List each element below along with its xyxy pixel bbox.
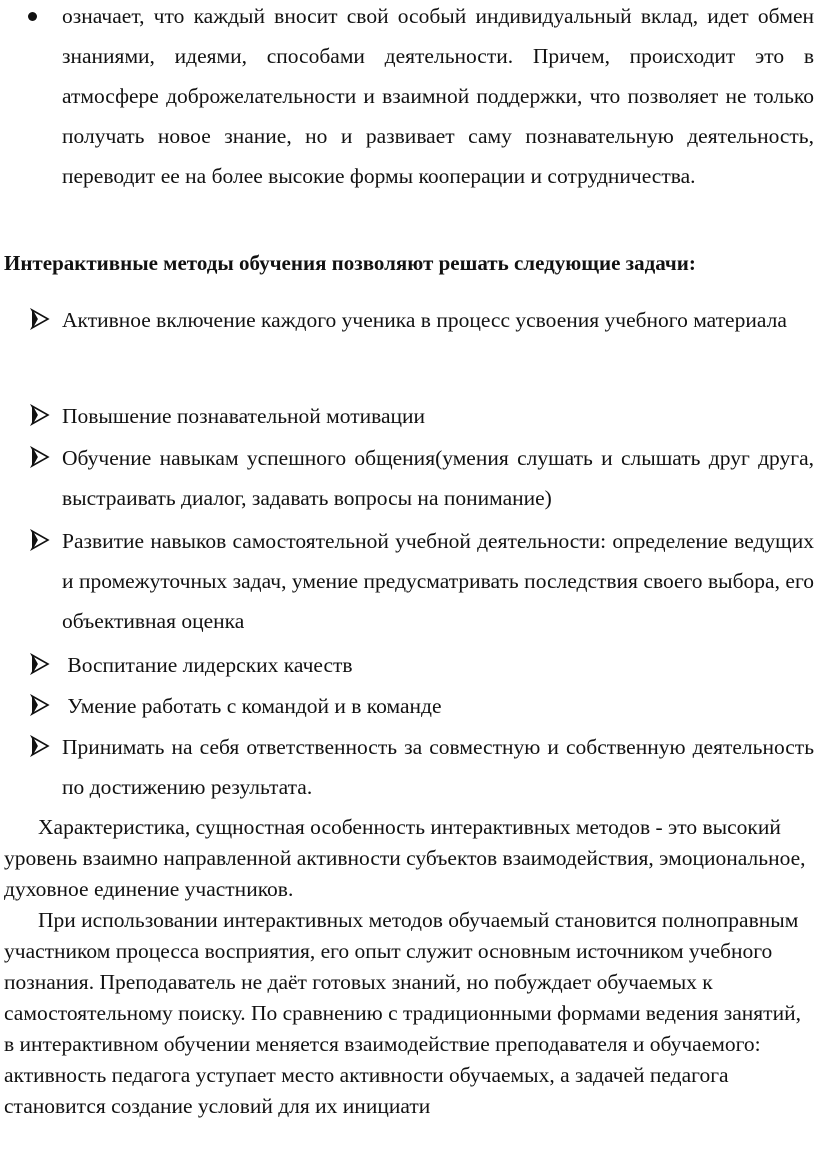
arrow-bullet-icon (30, 694, 50, 716)
body-paragraph (4, 905, 814, 1122)
section-heading: Интерактивные методы обучения позволяют решать следующие задачи: (4, 251, 696, 275)
bullet-paragraph: означает, что каждый вносит свой особый индивидуальный вклад, идет обмен знаниями, идеями, способами деятельности. Причем, происходит это в атмосфере доброжелательности и взаимной поддержки, что позволяет не только получать новое знание, но и развивает саму познавательную деятельность, переводит ее на более высокие формы кооперации и сотрудничества. (62, 4, 814, 188)
arrow-bullet-icon (30, 404, 50, 426)
arrow-bullet-icon (30, 308, 50, 330)
task-text: Активное включение каждого ученика в процесс усвоения учебного материала (62, 308, 787, 332)
paragraph-text: При использовании интерактивных методов обучаемый становится полноправным участником процесса восприятия, его опыт служит основным источником учебного познания. Преподаватель не даёт готовых знаний, но побуждает обучаемых к самостоятельному поиску. По сравнению с традиционными формами ведения занятий, в интерактивном обучении меняется взаимодействие преподавателя и обучаемого: активность педагога уступает место активности обучаемых, а задачей педагога становится создание условий для их инициати (4, 908, 801, 1118)
bullet-dot-icon (28, 12, 37, 21)
paragraph-text: Характеристика, сущностная особенность интерактивных методов - это высокий уровень взаимно направленной активности субъектов взаимодействия, эмоциональное, духовное единение участников. (4, 815, 806, 901)
task-text: Обучение навыкам успешного общения(умения слушать и слышать друг друга, выстраивать диалог, задавать вопросы на понимание) (62, 446, 814, 510)
arrow-bullet-icon (30, 529, 50, 551)
arrow-bullet-icon (30, 446, 50, 468)
task-text: Умение работать с командой и в команде (62, 694, 442, 718)
task-text: Принимать на себя ответственность за совместную и собственную деятельность по достижению результата. (62, 735, 814, 799)
arrow-bullet-icon (30, 653, 50, 675)
task-text: Повышение познавательной мотивации (62, 404, 426, 428)
arrow-bullet-icon (30, 735, 50, 757)
task-text: Развитие навыков самостоятельной учебной деятельности: определение ведущих и промежуточных задач, умение предусматривать последствия своего выбора, его объективная оценка (62, 529, 814, 633)
body-paragraph (4, 812, 814, 905)
task-text: Воспитание лидерских качеств (62, 653, 353, 677)
